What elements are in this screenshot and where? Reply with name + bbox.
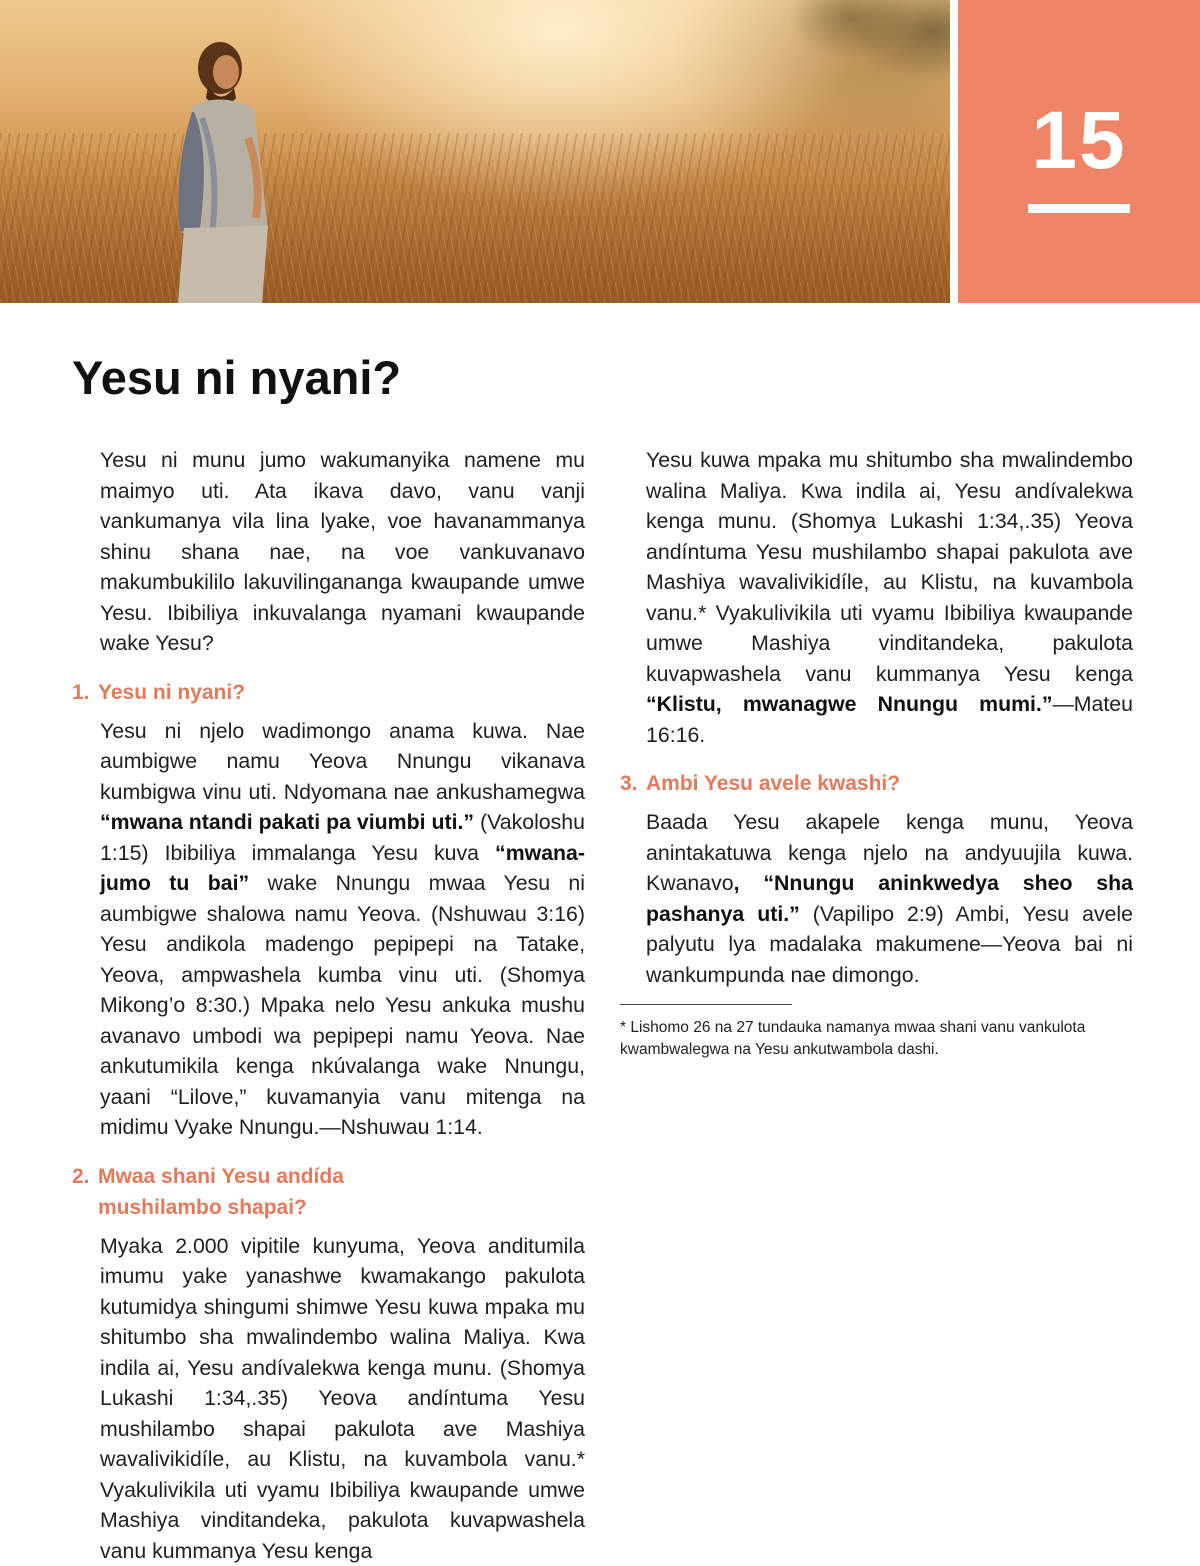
section-1-title: Yesu ni nyani? — [98, 680, 246, 704]
scripture-quote: “Klistu, mwanagwe Nnungu mumi.” — [646, 692, 1053, 716]
section-2-paragraph-continued: Yesu kuwa mpaka mu shitumbo sha mwalindembo walina Maliya. Kwa indila ai, Yesu andívalekwa kenga munu. (Shomya Lukashi 1:34,.35) Yeova andíntuma Yesu mushilambo shapai pakulota ave Mashiya wavalivikidíle, au Klistu, na kuvambola vanu.* Vyakulivikila uti vyamu Ibibiliya kwaupande umwe Mashiya vinditandeka, pakulota kuvapwashela vanu kummanya Yesu kenga “Klistu, mwanagwe Nnungu mumi.”—Mateu 16:16. — [646, 448, 1133, 747]
section-2-title-line1: Mwaa shani Yesu andída — [98, 1164, 344, 1188]
hero-image — [0, 0, 950, 303]
hero-trees — [620, 0, 950, 90]
section-1-paragraph — [100, 716, 585, 1143]
text-run: Myaka 2.000 vipitile kunyuma, Yeova anditumila imumu yake yanashwe kwamakango pakulota kutumidya shingumi shimwe Yesu kuwa mpaka mu shitumbo sha mwalindembo walina Maliya. Kwa indila ai, Yesu andívalekwa kenga munu. (Shomya Lukashi 1:34,.35) Yeova andíntuma Yesu mushilambo shapai pakulota ave Mashiya wavalivikidíle, au Klistu, na kuvambola vanu.* Vyakulivikila uti vyamu Ibibiliya kwaupande umwe Mashiya vinditandeka, pakulota kuvapwashela vanu kummanya Yesu kenga — [100, 1233, 585, 1563]
section-2-heading — [72, 1161, 585, 1223]
text-run: wake Nnungu mwaa Yesu ni aumbigwe shalowa namu Yeova. (Nshuwau 3:16) Yesu andikola madengo pepipepi na Tatake, Yeova, ampwashela kumba vinu uti. (Shomya Mikong’o 8:30.) Mpaka nelo Yesu ankuka mushu avanavo umbodi wa pepipepi namu Yeova. Nae ankutumikila kenga nkúvalanga wake Nnungu, yaani “Lilove,” kuvamanyia vanu mitenga na midimu Vyake Nnungu.—Nshuwau 1:14. — [100, 871, 585, 1139]
footnote: * Lishomo 26 na 27 tundauka namanya mwaa shani vanu vankulota kwambwalegwa na Yesu ankutwambola dashi. — [620, 1019, 1086, 1058]
text-run: —Mateu 16:16. — [646, 692, 1133, 747]
footnote-divider — [620, 1004, 792, 1005]
scripture-quote: “mwana ntandi pakati pa viumbi uti.” — [100, 810, 475, 834]
section-1-heading — [72, 677, 585, 708]
section-1-number: 1. — [72, 680, 90, 704]
section-3-heading — [620, 768, 1133, 799]
section-2-title-line2: mushilambo shapai? — [98, 1195, 307, 1219]
hero-grass — [0, 133, 950, 303]
right-column — [620, 445, 1133, 1061]
jesus-figure-illustration — [150, 28, 290, 303]
section-3-title: Ambi Yesu avele kwashi? — [646, 772, 901, 795]
text-run: (Vakoloshu 1:15) Ibibiliya immalanga Yesu kuva — [100, 810, 585, 865]
intro-paragraph: Yesu ni munu jumo wakumanyika namene mu maimyo uti. Ata ikava davo, vanu vanji vankumanya vila lina lyake, voe havanammanya shinu shana nae, na voe vankuvanavo makumbukililo lakuvilingananga kwaupande umwe Yesu. Ibibiliya inkuvalanga nyamani kwaupande wake Yesu? — [100, 448, 585, 655]
chapter-badge — [958, 0, 1200, 303]
chapter-underline — [1028, 204, 1130, 213]
chapter-number: 15 — [1031, 95, 1127, 186]
section-2-paragraph — [100, 1231, 585, 1563]
text-run: Baada Yesu akapele kenga munu, Yeova anintakatuwa kenga njelo na andyuujila kuwa. Kwanavo — [646, 810, 1133, 895]
scripture-quote: “mwana-jumo tu bai” — [100, 840, 585, 895]
left-column — [72, 445, 585, 1563]
section-3-number: 3. — [620, 772, 638, 795]
section-2-number: 2. — [72, 1164, 90, 1188]
text-run: (Vapilipo 2:9) Ambi, Yesu avele palyutu lya madalaka makumene—Yeova bai ni wankumpunda nae dimongo. — [646, 901, 1134, 987]
page-title: Yesu ni nyani? — [72, 351, 402, 404]
section-3-paragraph — [646, 807, 1133, 990]
text-run: Yesu ni njelo wadimongo anama kuwa. Nae aumbigwe namu Yeova Nnungu vikanava kumbigwa vinu uti. Ndyomana nae ankushamegwa — [100, 718, 585, 804]
scripture-quote: , “Nnungu aninkwedya sheo sha pashanya uti.” — [646, 871, 1133, 926]
